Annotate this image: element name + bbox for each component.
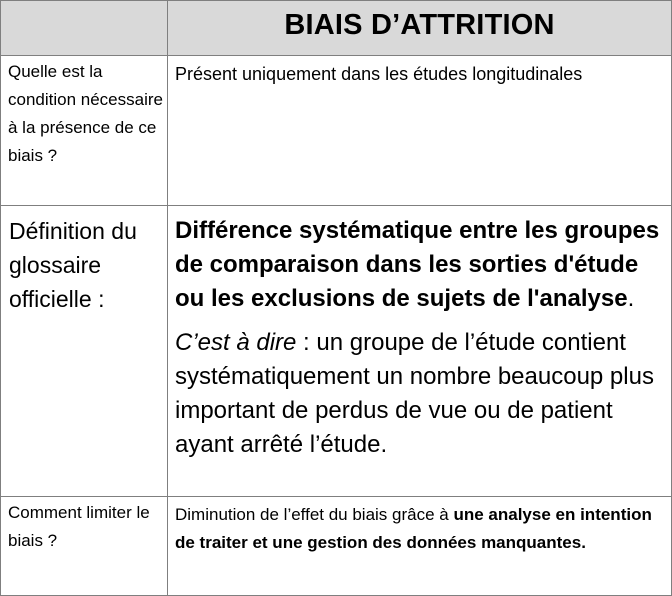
limit-question-cell [1,497,168,596]
definition-bold-text: Différence systématique entre les groupes de comparaison dans les sorties d'étude ou les exclusions de sujets de l'analyse [175,217,660,312]
condition-answer-cell [168,56,672,206]
explanation-italic-text: C’est à dire [175,329,297,356]
limit-row [1,497,672,596]
definition-question-cell [1,206,168,497]
definition-answer-cell [168,206,672,497]
definition-row [1,206,672,497]
limit-plain-text: Diminution de l’effet du biais grâce à [175,505,454,524]
definition-end-text: . [627,285,635,312]
condition-answer: Présent uniquement dans les études longitudinales [175,64,583,84]
header-row [1,1,672,56]
explanation-text: : un groupe de l’étude contient systématiquement un nombre beaucoup plus important de perdus de vue ou de patient ayant arrêté l’étude. [175,329,654,458]
limit-bold-text: une analyse en intention de traiter et une gestion des données manquantes. [175,505,652,552]
limit-answer-cell [168,497,672,596]
definition-question: Définition du glossaire officielle : [9,218,137,312]
limit-question: Comment limiter le biais ? [8,503,150,550]
title-cell [168,1,672,56]
definition-text [175,214,665,316]
definition-explanation [175,326,665,462]
condition-question: Quelle est la condition nécessaire à la présence de ce biais ? [8,62,163,165]
definition-answer [168,206,671,462]
table-title: BIAIS D’ATTRITION [284,9,555,41]
condition-row [1,56,672,206]
header-empty-cell [1,1,168,56]
condition-question-cell [1,56,168,206]
limit-answer [168,497,671,557]
